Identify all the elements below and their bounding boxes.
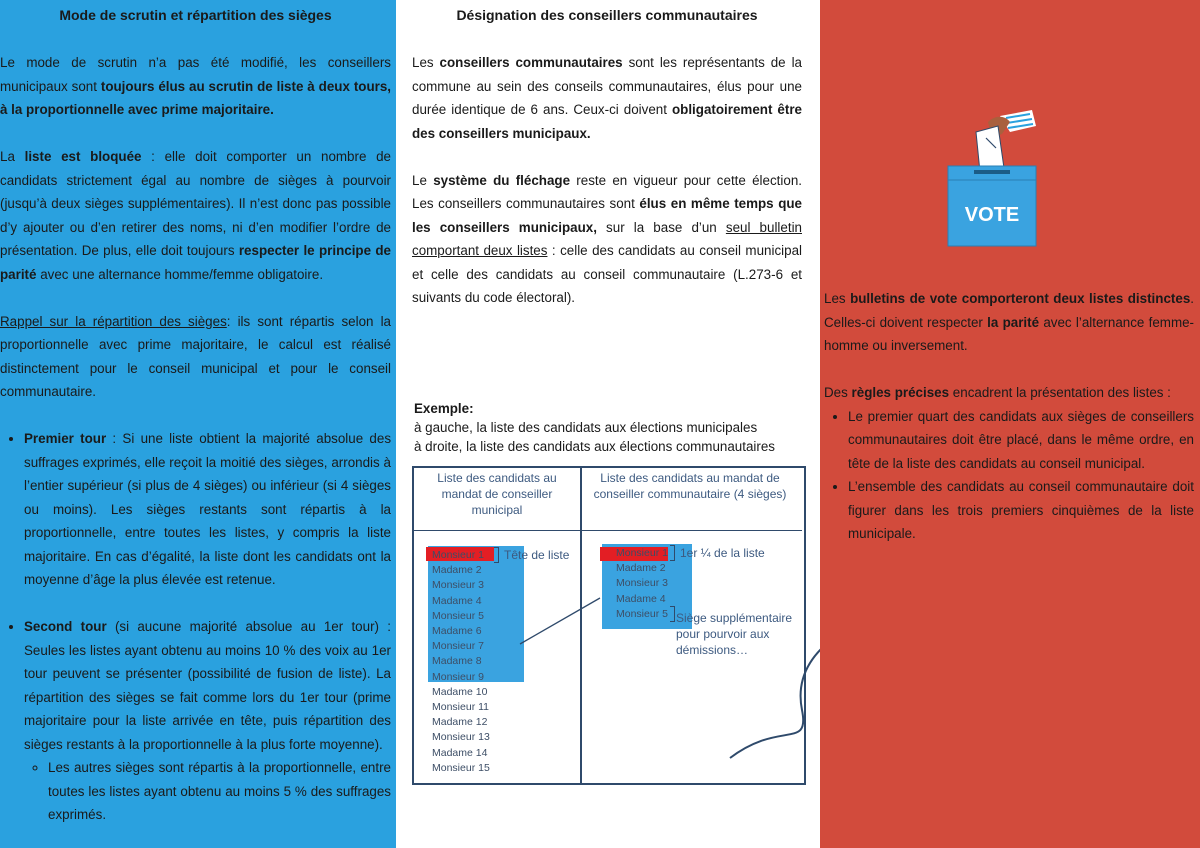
- text: (si aucune majorité absolue au 1er tour) : Seules les listes ayant obtenu au moins 10 % des voix au 1er tour peuvent se présenter (possibilité de fusion de liste). La répartition des sièges se fait comme lors du 1er tour (prime majoritaire pour la liste arrivée en tête, puis répartition des sièges restants à la proportionnelle à la plus forte moyenne).: [24, 619, 391, 752]
- vote-label: VOTE: [964, 204, 1020, 226]
- right-paragraph-1: [824, 287, 1194, 358]
- example-line-1: à gauche, la liste des candidats aux élections municipales: [414, 420, 758, 435]
- text: : Si une liste obtient la majorité absolue des suffrages exprimés, elle reçoit la moitié des sièges, arrondis à l’entier supérieur (si plus de 4 sièges) ou inférieur (si 4 sièges ou moins). Les sièges restants sont répartis à la proportionnelle, entre toutes les listes, y compris la liste majoritaire. En cas d’égalité, la liste dont les candidats ont la moyenne d’âge la plus élevée est retenue.: [24, 431, 392, 587]
- left-paragraph-3: [0, 310, 391, 404]
- bold-text: liste est bloquée: [24, 149, 142, 164]
- text: reste en vigueur pour cette élection. Les conseillers communautaires sont: [412, 172, 802, 211]
- list-item: Monsieur 7: [432, 640, 484, 653]
- left-paragraph-1: [0, 51, 391, 122]
- list-item: Madame 8: [432, 655, 482, 668]
- list-item: Monsieur 1: [616, 547, 668, 559]
- text: avec l’alternance femme-homme ou inversement.: [824, 314, 1194, 353]
- bold-text: bulletins de vote comporteront deux listes distinctes: [850, 291, 1191, 306]
- text: Le mode de scrutin n’a pas été modifié, les conseillers municipaux sont: [0, 55, 391, 94]
- left-title: Mode de scrutin et répartition des sièges: [59, 7, 332, 23]
- list-item: Madame 12: [432, 716, 488, 729]
- example-title: Exemple:: [414, 401, 474, 416]
- left-column: [0, 0, 396, 848]
- example-caption: [414, 400, 804, 456]
- list-item: Madame 10: [432, 685, 488, 698]
- text: : ils sont répartis selon la proportionnelle avec prime majoritaire, le calcul est réalisé distinctement pour le conseil municipal et pour le conseil communautaire.: [0, 313, 391, 399]
- header-municipal: Liste des candidats au mandat de conseiller municipal: [437, 471, 557, 517]
- text: . Celles-ci doivent respecter: [824, 291, 1194, 330]
- bold-text: Premier tour: [24, 431, 107, 446]
- list-item-first-round: [24, 427, 391, 592]
- label-first-quarter: 1er ¼ de la liste: [680, 546, 765, 560]
- list-item: • Le premier quart des candidats aux sièges de conseillers communautaires doit être placé, dans le même ordre, en tête de la liste des candidats au conseil municipal.: [848, 405, 1194, 476]
- list-item: Monsieur 15: [432, 761, 490, 774]
- text: Les: [824, 291, 851, 306]
- list-item: Madame 4: [616, 592, 666, 605]
- list-item: Madame 6: [432, 625, 482, 638]
- list-item: Madame 2: [616, 562, 666, 575]
- text: : celle des candidats au conseil municipal et celle des candidats au conseil communautaire (L.273-6 et suivants du code électoral).: [412, 243, 802, 305]
- bold-text: toujours élus au scrutin de liste à deux tours, à la proportionnelle avec prime majoritaire.: [0, 78, 392, 117]
- left-paragraph-2: [0, 145, 391, 286]
- right-text-block: [824, 287, 1194, 546]
- list-item: Monsieur 1: [432, 549, 484, 561]
- rounds-list: [0, 427, 391, 827]
- bold-text: règles précises: [851, 385, 950, 400]
- underlined-text: seul bulletin comportant deux listes: [412, 219, 802, 258]
- header-communautaire: Liste des candidats au mandat de conseiller communautaire (4 sièges): [593, 471, 787, 501]
- list-item: Madame 2: [432, 564, 482, 577]
- text: avec une alternance homme/femme obligatoire.: [36, 266, 324, 282]
- middle-paragraph-1: [412, 51, 802, 145]
- list-item: Monsieur 5: [616, 607, 668, 620]
- right-column: [820, 0, 1200, 848]
- list-item: • L’ensemble des candidats au conseil communautaire doit figurer dans les trois premiers cinquièmes de la liste municipale.: [848, 475, 1194, 546]
- text: Le: [412, 172, 434, 188]
- list-item: Monsieur 3: [432, 579, 484, 592]
- bold-text: système du fléchage: [433, 172, 571, 188]
- text: sur la base d’un: [596, 219, 726, 235]
- list-item: Madame 4: [432, 594, 482, 607]
- middle-paragraph-2: [412, 169, 802, 310]
- text: Des: [824, 385, 852, 400]
- text: encadrent la présentation des listes :: [949, 385, 1171, 400]
- sub-list-item: ◦ Les autres sièges sont répartis à la proportionnelle, entre toutes les listes ayant obtenu au moins 5 % des suffrages exprimés.: [48, 756, 391, 827]
- sub-list: [24, 756, 391, 827]
- bold-text: la parité: [987, 314, 1040, 330]
- ballot-box-icon: [940, 108, 1040, 248]
- list-item: Monsieur 11: [432, 701, 490, 714]
- list-item: Madame 14: [432, 746, 488, 759]
- bold-text: conseillers communautaires: [439, 55, 623, 70]
- text: sont les représentants de la commune au sein des conseils communautaires, élus pour une durée identique de 6 ans. Ceux-ci doivent: [412, 55, 802, 117]
- bold-text: élus en même temps que les conseillers municipaux,: [412, 196, 802, 235]
- rules-list: [824, 405, 1194, 546]
- bold-text: respecter le principe de parité: [0, 243, 391, 282]
- bold-text: obligatoirement être des conseillers municipaux.: [412, 102, 802, 141]
- text: La: [0, 149, 25, 164]
- list-item-second-round: [24, 615, 391, 827]
- list-item: Monsieur 3: [616, 577, 668, 590]
- bold-text: Second tour: [24, 619, 107, 634]
- text: Les: [412, 55, 440, 70]
- underlined-text: Rappel sur la répartition des sièges: [0, 313, 227, 329]
- list-item: Monsieur 9: [432, 670, 484, 683]
- label-extra-seat: Siège supplémentaire pour pourvoir aux démissions…: [676, 611, 793, 657]
- list-item: Monsieur 5: [432, 609, 484, 622]
- example-line-2: à droite, la liste des candidats aux élections communautaires: [414, 439, 775, 454]
- label-head-of-list: Tête de liste: [504, 548, 570, 562]
- text: : elle doit comporter un nombre de candidats strictement égal au nombre de sièges à pourvoir (jusqu’à deux sièges supplémentaires). Il n’est donc pas possible d’y ajouter ou d’en retirer des noms, ni d’en modifier l’ordre de présentation. De plus, elle doit toujours: [0, 149, 391, 258]
- middle-title: Désignation des conseillers communautaires: [456, 7, 758, 23]
- right-paragraph-2: [824, 381, 1194, 405]
- list-item: Monsieur 13: [432, 731, 490, 744]
